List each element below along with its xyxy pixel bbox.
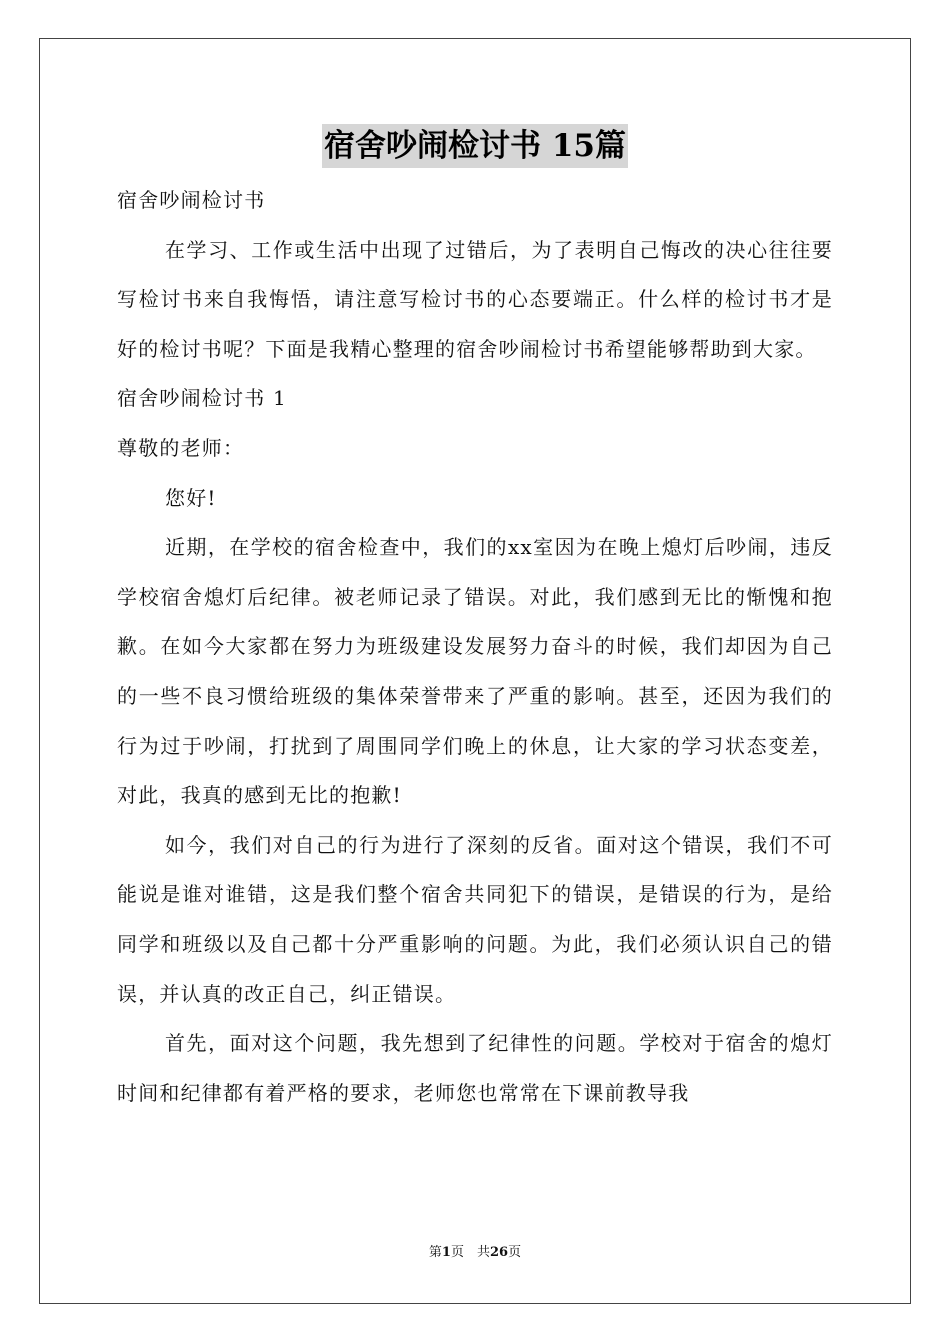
footer-total-pages: 26 [489,1245,509,1260]
footer-prefix: 第 [428,1245,442,1260]
page-footer [0,1244,950,1262]
section-heading: 宿舍吵闹检讨书 1 [117,386,287,411]
footer-page-number: 1 [441,1245,451,1260]
paragraph: 在学习、工作或生活中出现了过错后，为了表明自己悔改的决心往往要写检讨书来自我悔悟，请注意写检讨书的心态要端正。什么样的检讨书才是好的检讨书呢？下面是我精心整理的宿舍吵闹检讨书希望能够帮助到大家。 [117,237,833,361]
salutation: 尊敬的老师： [117,435,245,460]
greeting: 您好! [165,485,217,510]
paragraph: 如今，我们对自己的行为进行了深刻的反省。面对这个错误，我们不可能说是谁对谁错，这是我们整个宿舍共同犯下的错误，是错误的行为，是给同学和班级以及自己都十分严重影响的问题。为此，我们必须认识自己的错误，并认真的改正自己，纠正错误。 [117,832,833,1006]
footer-middle: 页 共 [450,1245,490,1260]
paragraph: 首先，面对这个问题，我先想到了纪律性的问题。学校对于宿舍的熄灯时间和纪律都有着严格的要求，老师您也常常在下课前教导我 [117,1031,833,1105]
paragraph: 宿舍吵闹检讨书 [117,188,266,212]
paragraph: 近期，在学校的宿舍检查中，我们的xx室因为在晚上熄灯后吵闹，违反学校宿舍熄灯后纪律。被老师记录了错误。对此，我们感到无比的惭愧和抱歉。在如今大家都在努力为班级建设发展努力奋斗的时候，我们却因为自己的一些不良习惯给班级的集体荣誉带来了严重的影响。甚至，还因为我们的行为过于吵闹，打扰到了周围同学们晚上的休息，让大家的学习状态变差，对此，我真的感到无比的抱歉! [117,535,833,808]
title-block [0,124,950,168]
document-body [117,176,833,1118]
document-title: 宿舍吵闹检讨书 15篇 [322,124,628,168]
footer-suffix: 页 [508,1245,522,1260]
